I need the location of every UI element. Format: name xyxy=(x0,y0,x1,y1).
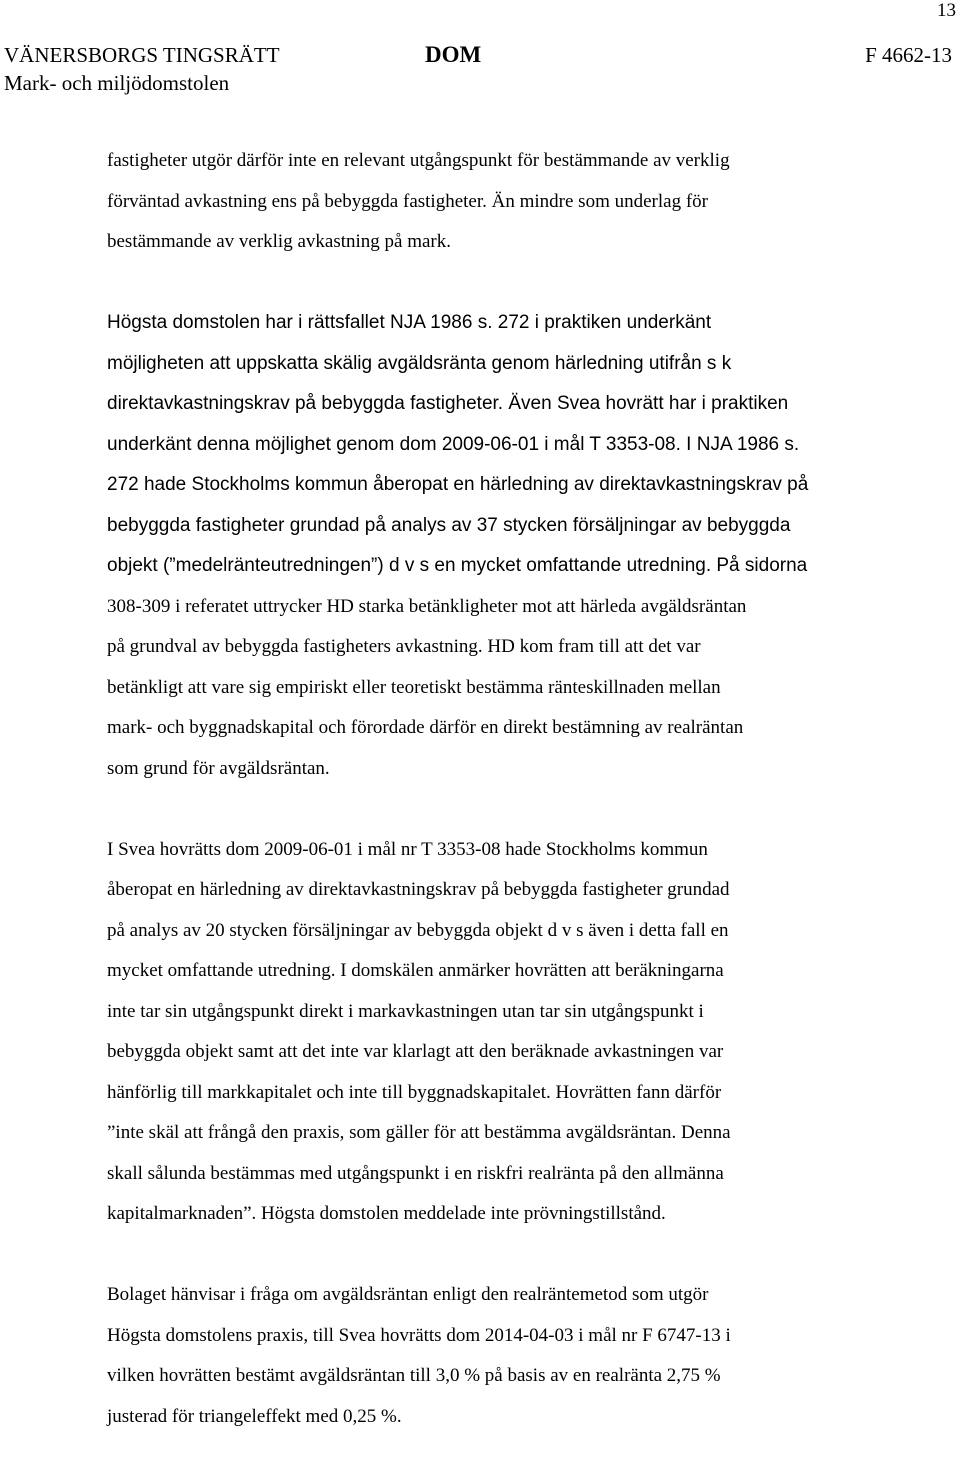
text-line: fastigheter utgör därför inte en relevant utgångspunkt för bestämmande av verklig xyxy=(107,150,730,171)
text-line: direktavkastningskrav på bebyggda fastigheter. Även Svea hovrätt har i praktiken xyxy=(107,393,789,414)
text-line: på analys av 20 stycken försäljningar av bebyggda objekt d v s även i detta fall en xyxy=(107,919,729,941)
text-line: Högsta domstolen har i rättsfallet NJA 1986 s. 272 i praktiken underkänt xyxy=(107,312,712,333)
case-number: F 4662-13 xyxy=(865,43,952,67)
text-line: objekt (”medelränteutredningen”) d v s en mycket omfattande utredning. På sidorna xyxy=(107,555,808,576)
text-line: bebyggda objekt samt att det inte var klarlagt att den beräknade avkastningen var xyxy=(107,1041,724,1062)
text-line: skall sålunda bestämmas med utgångspunkt i en riskfri realränta på den allmänna xyxy=(107,1162,724,1184)
text-line: Högsta domstolens praxis, till Svea hovrätts dom 2014-04-03 i mål nr F 6747-13 i xyxy=(107,1324,731,1346)
text-line: som grund för avgäldsräntan. xyxy=(107,757,330,779)
text-line: mycket omfattande utredning. I domskälen anmärker hovrätten att beräkningarna xyxy=(107,960,724,981)
text-line: på grundval av bebyggda fastigheters avkastning. HD kom fram till att det var xyxy=(107,636,701,657)
document-header xyxy=(4,42,952,98)
paragraph-4 xyxy=(107,1275,907,1437)
text-line: 308-309 i referatet uttrycker HD starka betänkligheter mot att härleda avgäldsräntan xyxy=(107,595,747,617)
paragraph-2 xyxy=(107,303,907,789)
text-line: åberopat en härledning av direktavkastningskrav på bebyggda fastigheter grundad xyxy=(107,879,730,900)
text-line: 272 hade Stockholms kommun åberopat en härledning av direktavkastningskrav på xyxy=(107,474,809,495)
paragraph-3 xyxy=(107,830,907,1235)
text-line: förväntad avkastning ens på bebyggda fastigheter. Än mindre som underlag för xyxy=(107,190,708,212)
text-line: Bolaget hänvisar i fråga om avgäldsräntan enligt den realräntemetod som utgör xyxy=(107,1284,709,1305)
text-line: I Svea hovrätts dom 2009-06-01 i mål nr T 3353-08 hade Stockholms kommun xyxy=(107,838,708,860)
court-division: Mark- och miljödomstolen xyxy=(4,71,230,95)
text-line: justerad för triangeleffekt med 0,25 %. xyxy=(107,1405,402,1427)
document-type: DOM xyxy=(425,42,482,67)
text-line: inte tar sin utgångspunkt direkt i markavkastningen utan tar sin utgångspunkt i xyxy=(107,1000,704,1022)
text-line: betänkligt att vare sig empiriskt eller teoretiskt bestämma ränteskillnaden mellan xyxy=(107,676,721,698)
text-line: ”inte skäl att frångå den praxis, som gäller för att bestämma avgäldsräntan. Denna xyxy=(107,1122,731,1143)
paragraph-1 xyxy=(107,141,907,263)
court-name: VÄNERSBORGS TINGSRÄTT xyxy=(4,43,280,67)
text-line: hänförlig till markkapitalet och inte till byggnadskapitalet. Hovrätten fann därför xyxy=(107,1081,722,1103)
text-line: bestämmande av verklig avkastning på mark. xyxy=(107,231,452,252)
text-line: bebyggda fastigheter grundad på analys av 37 stycken försäljningar av bebyggda xyxy=(107,514,791,536)
text-line: kapitalmarknaden”. Högsta domstolen meddelade inte prövningstillstånd. xyxy=(107,1203,666,1224)
text-line: vilken hovrätten bestämt avgäldsräntan till 3,0 % på basis av en realränta 2,75 % xyxy=(107,1365,721,1386)
document-body xyxy=(107,141,907,1478)
text-line: mark- och byggnadskapital och förordade därför en direkt bestämning av realräntan xyxy=(107,717,744,738)
page-number: 13 xyxy=(937,0,956,21)
text-line: möjligheten att uppskatta skälig avgäldsränta genom härledning utifrån s k xyxy=(107,352,732,374)
text-line: underkänt denna möjlighet genom dom 2009-06-01 i mål T 3353-08. I NJA 1986 s. xyxy=(107,433,800,455)
